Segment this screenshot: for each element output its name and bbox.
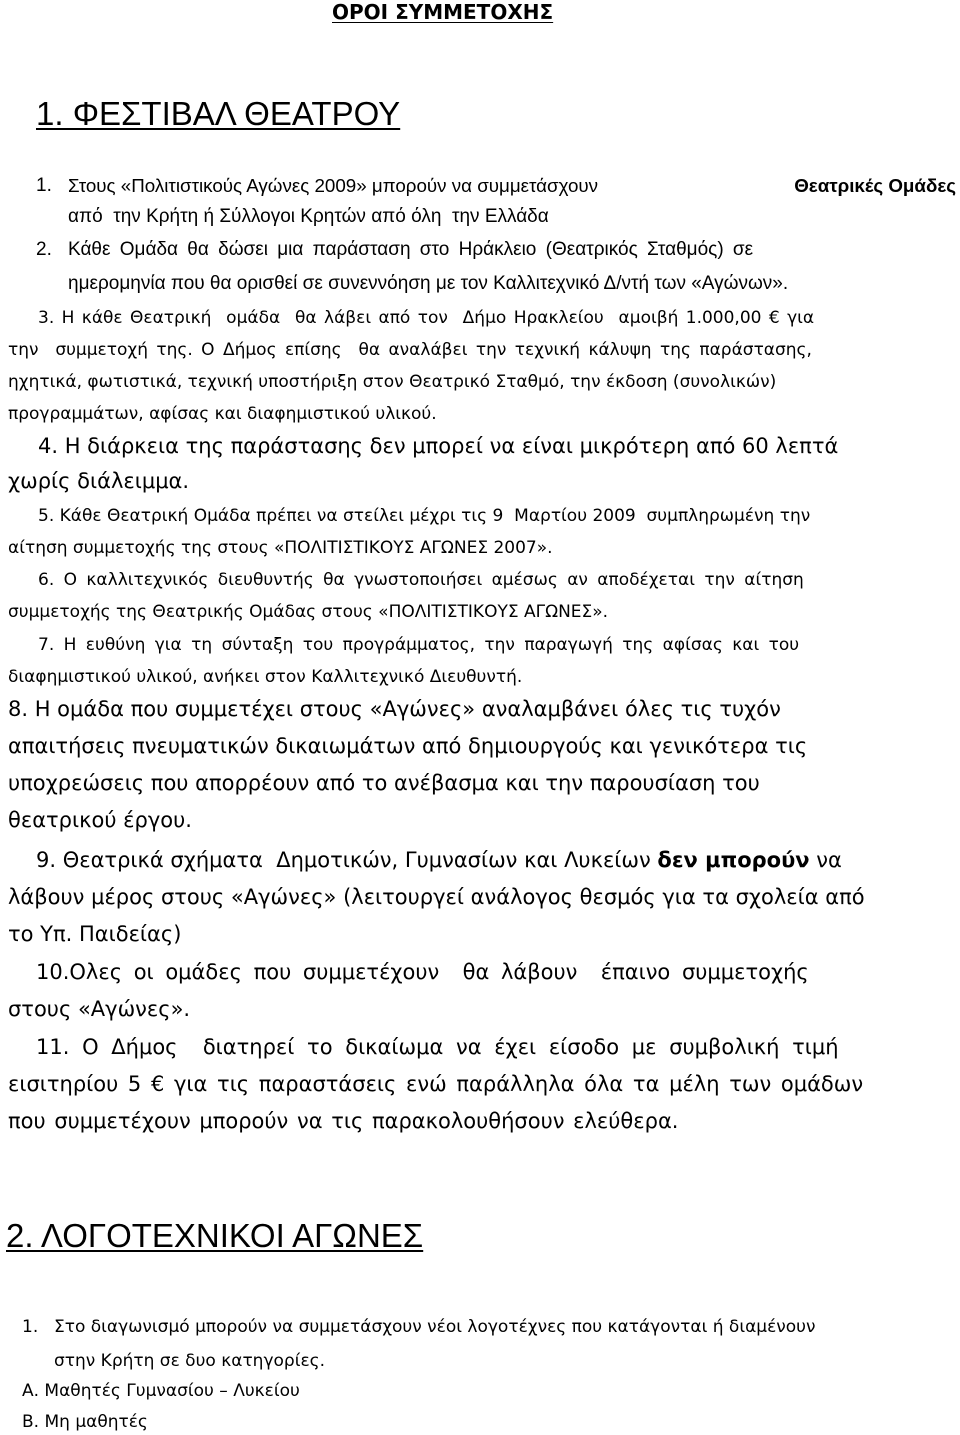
s1-item9-bold: δεν μπορούν bbox=[657, 848, 810, 872]
s1-item11-line2: εισιτηρίου 5 € για τις παραστάσεις ενώ παράλληλα όλα τα μέλη των ομάδων bbox=[8, 1072, 864, 1096]
s2-item1-line2: στην Κρήτη σε δυο κατηγορίες. bbox=[54, 1351, 326, 1371]
s1-item3-line4: προγραμμάτων, αφίσας και διαφημιστικού υλικού. bbox=[8, 404, 437, 424]
s1-item11-line3: που συμμετέχουν μπορούν να τις παρακολουθήσουν ελεύθερα. bbox=[8, 1109, 679, 1133]
category-b: Β. Μη μαθητές bbox=[22, 1412, 148, 1432]
s1-item8-line4: θεατρικού έργου. bbox=[8, 808, 192, 832]
s1-item4-line2: χωρίς διάλειμμα. bbox=[8, 469, 190, 493]
s1-item9-text-b: να bbox=[816, 848, 842, 872]
s1-item1-bold: Θεατρικές Ομάδες bbox=[794, 175, 956, 196]
s1-item1-number: 1. bbox=[36, 175, 52, 196]
s1-item9-line3: το Υπ. Παιδείας) bbox=[8, 922, 182, 946]
s1-item9-line1 bbox=[36, 845, 842, 875]
s1-item8-line3: υποχρεώσεις που απορρέουν από το ανέβασμα και την παρουσίαση του bbox=[8, 771, 760, 795]
s1-item6-line1: 6. Ο καλλιτεχνικός διευθυντής θα γνωστοποιήσει αμέσως αν αποδέχεται την αίτηση bbox=[38, 570, 804, 590]
s2-item1-number: 1. bbox=[22, 1317, 39, 1337]
s1-item10-line1: 10.Ολες οι ομάδες που συμμετέχουν θα λάβουν έπαινο συμμετοχής bbox=[36, 960, 809, 984]
s1-item3-line3: ηχητικά, φωτιστικά, τεχνική υποστήριξη στον Θεατρικό Σταθμό, την έκδοση (συνολικών) bbox=[8, 372, 777, 392]
s1-item2-line1: Κάθε Ομάδα θα δώσει μια παράσταση στο Ηράκλειο (Θεατρικός Σταθμός) σε bbox=[68, 239, 754, 260]
s1-item5-line2: αίτηση συμμετοχής της στους «ΠΟΛΙΤΙΣΤΙΚΟΥΣ ΑΓΩΝΕΣ 2007». bbox=[8, 538, 553, 558]
s1-item8-line2: απαιτήσεις πνευματικών δικαιωμάτων από δημιουργούς και γενικότερα τις bbox=[8, 734, 808, 758]
s1-item4-line1: 4. Η διάρκεια της παράστασης δεν μπορεί να είναι μικρότερη από 60 λεπτά bbox=[38, 434, 839, 458]
s2-item1-line1: Στο διαγωνισμό μπορούν να συμμετάσχουν νέοι λογοτέχνες που κατάγονται ή διαμένουν bbox=[54, 1317, 816, 1337]
s1-item3-line1: 3. Η κάθε Θεατρική ομάδα θα λάβει από τον Δήμο Ηρακλείου αμοιβή 1.000,00 € για bbox=[38, 308, 815, 328]
s1-item6-line2: συμμετοχής της Θεατρικής Ομάδας στους «ΠΟΛΙΤΙΣΤΙΚΟΥΣ ΑΓΩΝΕΣ». bbox=[8, 602, 609, 622]
s1-item1-line1 bbox=[68, 173, 956, 199]
section-2-heading: 2. ΛΟΓΟΤΕΧΝΙΚΟΙ ΑΓΩΝΕΣ bbox=[6, 1217, 424, 1254]
s1-item5-line1: 5. Κάθε Θεατρική Ομάδα πρέπει να στείλει μέχρι τις 9 Μαρτίου 2009 συμπληρωμένη την bbox=[38, 506, 811, 526]
s1-item1-line2: από την Κρήτη ή Σύλλογοι Κρητών από όλη την Ελλάδα bbox=[68, 206, 549, 227]
s1-item10-line2: στους «Αγώνες». bbox=[8, 997, 191, 1021]
s1-item9-text-a: 9. Θεατρικά σχήματα Δημοτικών, Γυμνασίων και Λυκείων bbox=[36, 848, 651, 872]
category-a: Α. Μαθητές Γυμνασίου – Λυκείου bbox=[22, 1381, 300, 1401]
page-title: ΟΡΟΙ ΣΥΜΜΕΤΟΧΗΣ bbox=[332, 0, 554, 24]
s1-item8-line1: 8. Η ομάδα που συμμετέχει στους «Αγώνες» αναλαμβάνει όλες τις τυχόν bbox=[8, 697, 781, 721]
s1-item3-line2: την συμμετοχή της. Ο Δήμος επίσης θα αναλάβει την τεχνική κάλυψη της παράστασης, bbox=[8, 340, 812, 360]
section-1-heading: 1. ΦΕΣΤΙΒΑΛ ΘΕΑΤΡΟΥ bbox=[36, 95, 401, 132]
s1-item2-line2: ημερομηνία που θα ορισθεί σε συνεννόηση με τον Καλλιτεχνικό Δ/ντή των «Αγώνων». bbox=[68, 273, 789, 294]
s1-item9-line2: λάβουν μέρος στους «Αγώνες» (λειτουργεί ανάλογος θεσμός για τα σχολεία από bbox=[8, 885, 865, 909]
s1-item1-text: Στους «Πολιτιστικούς Αγώνες 2009» μπορούν να συμμετάσχουν bbox=[68, 175, 599, 196]
s1-item11-line1: 11. Ο Δήμος διατηρεί το δικαίωμα να έχει είσοδο με συμβολική τιμή bbox=[36, 1035, 839, 1059]
s1-item2-number: 2. bbox=[36, 239, 52, 260]
s1-item7-line2: διαφημιστικού υλικού, ανήκει στον Καλλιτεχνικό Διευθυντή. bbox=[8, 667, 523, 687]
s1-item7-line1: 7. Η ευθύνη για τη σύνταξη του προγράμματος, την παραγωγή της αφίσας και του bbox=[38, 635, 800, 655]
